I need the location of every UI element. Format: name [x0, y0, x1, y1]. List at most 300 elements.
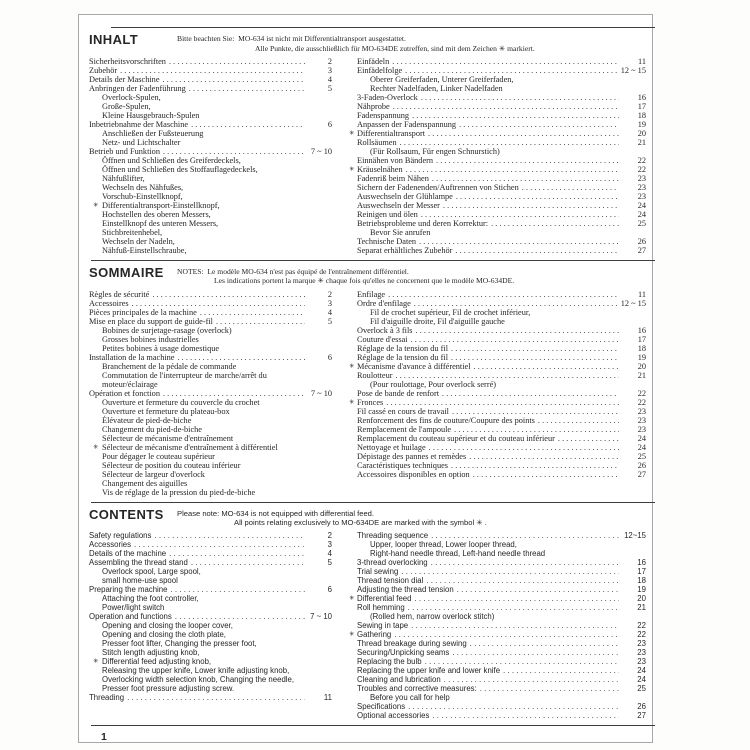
entry-label: Safety regulations — [89, 531, 152, 541]
toc-subentry — [89, 639, 332, 648]
toc-entry — [357, 657, 646, 666]
toc-subentry — [357, 228, 646, 237]
entry-page-number: 23 — [637, 406, 646, 416]
dot-leader — [405, 66, 618, 75]
dot-leader — [170, 585, 305, 594]
toc-entry — [357, 57, 646, 66]
toc-sections — [89, 33, 646, 720]
toc-subentry — [357, 308, 646, 317]
toc-entry — [357, 470, 646, 479]
toc-entry — [89, 612, 332, 621]
entry-label: Opération et fonction — [89, 388, 160, 398]
toc-entry — [89, 558, 332, 567]
entry-page-number: 20 — [637, 361, 646, 371]
toc-entry — [357, 675, 646, 684]
toc-subentry — [357, 75, 646, 84]
entry-page-number: 24 — [637, 209, 646, 219]
toc-subentry — [89, 219, 332, 228]
asterisk-marker-icon: ✳ — [349, 631, 355, 639]
entry-label: Renforcement des fins de couture/Coupure des points — [357, 415, 535, 425]
entry-label: Kleine Hausgebrauch-Spulen — [102, 110, 200, 120]
entry-label: Nähfuß-Einstellschraube, — [102, 245, 187, 255]
entry-label: Zubehör — [89, 65, 118, 75]
toc-subentry — [89, 344, 332, 353]
section-notes — [177, 508, 487, 527]
entry-label: Grosses bobines industrielles — [102, 334, 199, 344]
entry-page-number: 21 — [637, 603, 646, 613]
entry-label: Thread tension dial — [357, 576, 424, 586]
dot-leader — [431, 558, 619, 567]
dot-leader — [411, 621, 619, 630]
toc-subentry — [89, 452, 332, 461]
toc-subentry — [89, 576, 332, 585]
entry-label: Petites bobines à usage domestique — [102, 343, 220, 353]
toc-entry — [89, 299, 332, 308]
entry-page-number: 24 — [637, 200, 646, 210]
toc-subentry — [89, 93, 332, 102]
toc-entry — [357, 576, 646, 585]
entry-label: Sélecteur de mécanisme d'entraînement à différentiel — [102, 442, 278, 452]
dot-leader — [394, 630, 619, 639]
toc-entry — [357, 111, 646, 120]
entry-label: Nähfußlifter, — [102, 173, 145, 183]
entry-label: Before you call for help — [370, 693, 450, 703]
entry-label: Reinigen und ölen — [357, 209, 418, 219]
toc-subentry — [89, 326, 332, 335]
dot-leader — [455, 246, 619, 255]
entry-label: Overlock à 3 fils — [357, 325, 413, 335]
entry-label: Details of the machine — [89, 549, 167, 559]
entry-page-number: 19 — [637, 352, 646, 362]
entry-label: Accessoires — [89, 298, 129, 308]
entry-label: Adjusting the thread tension — [357, 585, 454, 595]
dot-leader — [459, 120, 619, 129]
section-notes — [177, 33, 535, 52]
entry-label: Thread breakage during sewing — [357, 639, 467, 649]
toc-column — [89, 57, 348, 255]
toc-entry — [357, 621, 646, 630]
entry-page-number: 23 — [637, 173, 646, 183]
toc-subentry — [357, 693, 646, 702]
entry-label: Cleaning and lubrication — [357, 675, 441, 685]
toc-subentry — [357, 612, 646, 621]
entry-label: Rechter Nadelfaden, Linker Nadelfaden — [370, 83, 503, 93]
entry-label: Operation and functions — [89, 612, 172, 622]
toc-entry — [357, 666, 646, 675]
dot-leader — [452, 648, 619, 657]
entry-page-number: 23 — [637, 415, 646, 425]
entry-page-number: 21 — [637, 370, 646, 380]
entry-page-number: 27 — [637, 469, 646, 479]
entry-label: Auswechseln der Glühlampe — [357, 191, 453, 201]
toc-entry — [357, 711, 646, 720]
toc-entry — [357, 585, 646, 594]
entry-label: Pour dégager le couteau supérieur — [102, 451, 215, 461]
note-line: NOTES: Le modèle MO-634 n'est pas équipé de l'entraînement différentiel. — [177, 267, 409, 277]
entry-page-number: 6 — [327, 352, 332, 362]
toc-subentry — [89, 335, 332, 344]
toc-entry — [357, 210, 646, 219]
entry-label: Installation de la machine — [89, 352, 175, 362]
entry-label: Gathering — [357, 630, 392, 640]
toc-entry — [349, 128, 646, 138]
asterisk-marker-icon: ✳ — [93, 658, 99, 666]
entry-page-number: 17 — [637, 567, 646, 577]
dot-leader — [406, 165, 619, 174]
section-divider — [91, 502, 655, 503]
toc-entry — [357, 183, 646, 192]
entry-page-number: 12 ~ 15 — [620, 298, 646, 308]
dot-leader — [154, 531, 305, 540]
entry-label: Betrieb und Funktion — [89, 146, 160, 156]
asterisk-marker-icon: ✳ — [349, 129, 355, 137]
section-notes — [177, 266, 514, 285]
toc-subentry — [89, 102, 332, 111]
dot-leader — [408, 603, 619, 612]
toc-entry — [357, 237, 646, 246]
entry-label: Accessories — [89, 540, 132, 550]
entry-label: (Rolled hem, narrow overlock stitch) — [370, 612, 495, 622]
dot-leader — [457, 585, 619, 594]
entry-label: Optional accessories — [357, 711, 430, 721]
dot-leader — [408, 702, 619, 711]
entry-label: Remplacement de l'ampoule — [357, 424, 452, 434]
toc-entry — [89, 120, 332, 129]
dot-leader — [386, 398, 619, 407]
note-line: Bitte beachten Sie: MO-634 ist nicht mit Differentialtransport ausgestattet. — [177, 34, 406, 44]
entry-label: Replacing the bulb — [357, 657, 422, 667]
entry-page-number: 26 — [637, 236, 646, 246]
dot-leader — [400, 138, 619, 147]
toc-subentry — [357, 317, 646, 326]
toc-column — [89, 290, 348, 497]
entry-label: small home-use spool — [102, 576, 178, 586]
toc-entry — [357, 174, 646, 183]
dot-leader — [428, 129, 619, 138]
entry-label: Enfilage — [357, 289, 386, 299]
toc-entry — [357, 567, 646, 576]
dot-leader — [452, 407, 619, 416]
entry-label: Opening and closing the cloth plate, — [102, 630, 226, 640]
entry-label: Overlock-Spulen, — [102, 92, 161, 102]
entry-page-number: 18 — [637, 343, 646, 353]
entry-page-number: 6 — [327, 119, 332, 129]
entry-page-number: 11 — [637, 289, 646, 299]
toc-column — [89, 531, 348, 720]
toc-subentry — [89, 434, 332, 443]
dot-leader — [442, 389, 619, 398]
toc-subentry — [89, 603, 332, 612]
dot-leader — [163, 75, 306, 84]
entry-page-number: 6 — [327, 585, 332, 595]
toc-subentry — [89, 210, 332, 219]
dot-leader — [425, 657, 619, 666]
entry-label: Nähprobe — [357, 101, 390, 111]
page-number: 1 — [101, 731, 107, 744]
toc-entry — [89, 549, 332, 558]
dot-leader — [558, 434, 619, 443]
toc-entry — [357, 443, 646, 452]
entry-page-number: 27 — [637, 245, 646, 255]
toc-subentry — [89, 479, 332, 488]
dot-leader — [127, 693, 305, 702]
toc-subentry — [89, 621, 332, 630]
toc-entry — [357, 425, 646, 434]
toc-subentry — [89, 594, 332, 603]
toc-entry — [357, 558, 646, 567]
entry-label: Fil de crochet supérieur, Fil de crochet inférieur, — [370, 307, 531, 317]
toc-entry — [89, 147, 332, 156]
entry-page-number: 3 — [327, 540, 332, 550]
entry-page-number: 7 ~ 10 — [310, 388, 332, 398]
dot-leader — [473, 470, 619, 479]
toc-entry — [89, 540, 332, 549]
dot-leader — [396, 371, 619, 380]
toc-column — [348, 531, 646, 720]
toc-entry — [357, 648, 646, 657]
toc-entry — [357, 138, 646, 147]
toc-entry — [357, 66, 646, 75]
entry-page-number: 22 — [637, 388, 646, 398]
dot-leader — [491, 219, 619, 228]
dot-leader — [480, 684, 619, 693]
entry-label: Sélecteur de position du couteau inférieur — [102, 460, 241, 470]
entry-page-number: 22 — [637, 164, 646, 174]
note-line: All points relating exclusively to MO-634DE are marked with the symbol ✳ . — [234, 518, 487, 528]
entry-label: Einfädelfolge — [357, 65, 403, 75]
dot-leader — [169, 549, 305, 558]
entry-page-number: 12 ~ 15 — [620, 65, 646, 75]
dot-leader — [169, 57, 305, 66]
toc-entry — [89, 693, 332, 702]
toc-entry — [357, 639, 646, 648]
dot-leader — [191, 558, 305, 567]
entry-label: Réglage de la tension du fil — [357, 352, 449, 362]
entry-label: Fronces — [357, 397, 384, 407]
entry-label: Fadenriß beim Nähen — [357, 173, 429, 183]
dot-leader — [412, 111, 619, 120]
toc-subentry — [89, 666, 332, 675]
entry-label: Right-hand needle thread, Left-hand needle thread — [370, 549, 546, 559]
section-title: INHALT — [89, 32, 139, 48]
entry-label: Roulotteur — [357, 370, 393, 380]
entry-page-number: 23 — [637, 191, 646, 201]
entry-label: Upper, looper thread, Lower looper thread, — [370, 540, 517, 550]
toc-subentry — [89, 657, 332, 666]
entry-page-number: 19 — [637, 119, 646, 129]
toc-entry — [357, 461, 646, 470]
entry-label: Ordre d'enfilage — [357, 298, 411, 308]
toc-subentry — [89, 228, 332, 237]
entry-page-number: 5 — [327, 316, 332, 326]
dot-leader — [132, 299, 305, 308]
dot-leader — [444, 675, 619, 684]
dot-leader — [134, 540, 305, 549]
toc-entry — [357, 246, 646, 255]
entry-page-number: 17 — [637, 101, 646, 111]
entry-label: Fil cassé en cours de travail — [357, 406, 449, 416]
dot-leader — [414, 299, 618, 308]
toc-entry — [89, 290, 332, 299]
entry-label: Einfädeln — [357, 56, 390, 66]
entry-page-number: 22 — [637, 155, 646, 165]
entry-page-number: 4 — [327, 307, 332, 317]
toc-column — [348, 290, 646, 497]
entry-label: Sichern der Fadenenden/Auftrennen von Stichen — [357, 182, 519, 192]
toc-subentry — [89, 416, 332, 425]
entry-page-number: 25 — [637, 451, 646, 461]
toc-entry — [357, 102, 646, 111]
entry-page-number: 12~15 — [624, 531, 646, 541]
entry-label: Élévateur de pied-de-biche — [102, 415, 192, 425]
dot-leader — [443, 201, 619, 210]
toc-entry — [357, 344, 646, 353]
dot-leader — [451, 461, 619, 470]
section-sommaire — [89, 266, 646, 496]
toc-subentry — [89, 461, 332, 470]
dot-leader — [177, 353, 305, 362]
entry-page-number: 3 — [327, 298, 332, 308]
toc-entry — [357, 93, 646, 102]
entry-label: Sicherheitsvorschriften — [89, 56, 166, 66]
dot-leader — [431, 531, 619, 540]
dot-leader — [152, 290, 305, 299]
toc-subentry — [357, 540, 646, 549]
entry-label: Caractéristiques techniques — [357, 460, 449, 470]
entry-page-number: 25 — [637, 218, 646, 228]
dot-leader — [451, 344, 619, 353]
entry-label: Auswechseln der Messer — [357, 200, 440, 210]
note-line: Les indications portent la marque ✳ chaque fois qu'elles ne concernent que le modèle MO-634DE. — [214, 276, 515, 286]
dot-leader — [522, 183, 619, 192]
entry-label: Netz- und Lichtschalter — [102, 137, 181, 147]
dot-leader — [470, 639, 619, 648]
entry-label: Fil d'aiguille droite, Fil d'aiguille gauche — [370, 316, 505, 326]
toc-entry — [89, 308, 332, 317]
entry-page-number: 2 — [327, 531, 332, 541]
dot-leader — [451, 353, 619, 362]
entry-page-number: 20 — [637, 594, 646, 604]
entry-label: 3-Faden-Overlock — [357, 92, 418, 102]
entry-label: Oberer Greiferfaden, Unterer Greiferfaden, — [370, 74, 514, 84]
entry-label: Assembling the thread stand — [89, 558, 188, 568]
entry-label: Separat erhältliches Zubehör — [357, 245, 453, 255]
entry-label: Pose de bande de renfort — [357, 388, 440, 398]
entry-page-number: 24 — [637, 433, 646, 443]
entry-page-number: 23 — [637, 639, 646, 649]
toc-entry — [357, 434, 646, 443]
entry-label: Anpassen der Fadenspannung — [357, 119, 457, 129]
asterisk-marker-icon: ✳ — [349, 595, 355, 603]
entry-page-number: 2 — [327, 289, 332, 299]
dot-leader — [216, 317, 305, 326]
entry-page-number: 26 — [637, 702, 646, 712]
entry-page-number: 16 — [637, 92, 646, 102]
toc-subentry — [89, 156, 332, 165]
toc-subentry — [89, 371, 332, 380]
dot-leader — [411, 335, 619, 344]
entry-label: Fadenspannung — [357, 110, 410, 120]
dot-leader — [474, 362, 619, 371]
toc-subentry — [89, 425, 332, 434]
toc-entry — [357, 290, 646, 299]
entry-label: Ouverture et fermeture du couvercle du crochet — [102, 397, 260, 407]
entry-label: Mise en place du support de guide-fil — [89, 316, 213, 326]
toc-subentry — [89, 129, 332, 138]
toc-subentry — [89, 111, 332, 120]
entry-page-number: 16 — [637, 558, 646, 568]
dot-leader — [432, 174, 619, 183]
entry-page-number: 18 — [637, 576, 646, 586]
toc-subentry — [89, 174, 332, 183]
entry-page-number: 20 — [637, 128, 646, 138]
toc-subentry — [89, 138, 332, 147]
entry-page-number: 7 ~ 10 — [310, 612, 332, 622]
entry-label: Couture d'essai — [357, 334, 408, 344]
dot-leader — [200, 308, 305, 317]
dot-leader — [401, 567, 619, 576]
entry-label: Branchement de la pédale de commande — [102, 361, 237, 371]
toc-subentry — [357, 380, 646, 389]
note-line: Please note: MO-634 is not equipped with differential feed. — [177, 508, 374, 518]
toc-entry — [357, 353, 646, 362]
entry-label: Opening and closing the looper cover, — [102, 621, 233, 631]
entry-label: Remplacement du couteau supérieur et du couteau inférieur — [357, 433, 555, 443]
toc-entry — [89, 389, 332, 398]
toc-subentry — [89, 362, 332, 371]
asterisk-marker-icon: ✳ — [349, 165, 355, 173]
entry-label: Specifications — [357, 702, 406, 712]
entry-page-number: 11 — [323, 693, 332, 703]
entry-label: Differentialtransport-Einstellknopf, — [102, 200, 220, 210]
entry-page-number: 26 — [637, 460, 646, 470]
toc-subentry — [357, 84, 646, 93]
toc-entry — [357, 407, 646, 416]
entry-label: Anbringen der Fadenführung — [89, 83, 186, 93]
entry-label: Overlocking width selection knob, Changing the needle, — [102, 675, 295, 685]
toc-entry — [89, 84, 332, 93]
section-title: SOMMAIRE — [89, 265, 164, 281]
dot-leader — [163, 147, 305, 156]
entry-label: Mécanisme d'avance à différentiel — [357, 361, 471, 371]
entry-label: Wechseln des Nähfußes, — [102, 182, 184, 192]
dot-leader — [416, 326, 619, 335]
entry-label: moteur/éclairage — [102, 379, 158, 389]
entry-label: Differential feed adjusting knob, — [102, 657, 212, 667]
toc-entry — [357, 684, 646, 693]
entry-label: Differentialtransport — [357, 128, 426, 138]
entry-page-number: 18 — [637, 110, 646, 120]
dot-leader — [414, 594, 619, 603]
entry-page-number: 22 — [637, 621, 646, 631]
toc-entry — [89, 317, 332, 326]
entry-label: Nettoyage et huilage — [357, 442, 426, 452]
entry-page-number: 23 — [637, 182, 646, 192]
asterisk-marker-icon: ✳ — [349, 398, 355, 406]
entry-page-number: 11 — [637, 56, 646, 66]
toc-subentry — [89, 201, 332, 210]
asterisk-marker-icon: ✳ — [349, 362, 355, 370]
entry-label: Replacing the upper knife and lower knife — [357, 666, 501, 676]
asterisk-marker-icon: ✳ — [93, 443, 99, 451]
entry-page-number: 17 — [637, 334, 646, 344]
entry-label: Öffnen und Schließen des Greiferdeckels, — [102, 155, 241, 165]
entry-page-number: 23 — [637, 648, 646, 658]
entry-label: Règles de sécurité — [89, 289, 150, 299]
toc-subentry — [357, 549, 646, 558]
dot-leader — [191, 120, 305, 129]
toc-entry — [349, 594, 646, 604]
